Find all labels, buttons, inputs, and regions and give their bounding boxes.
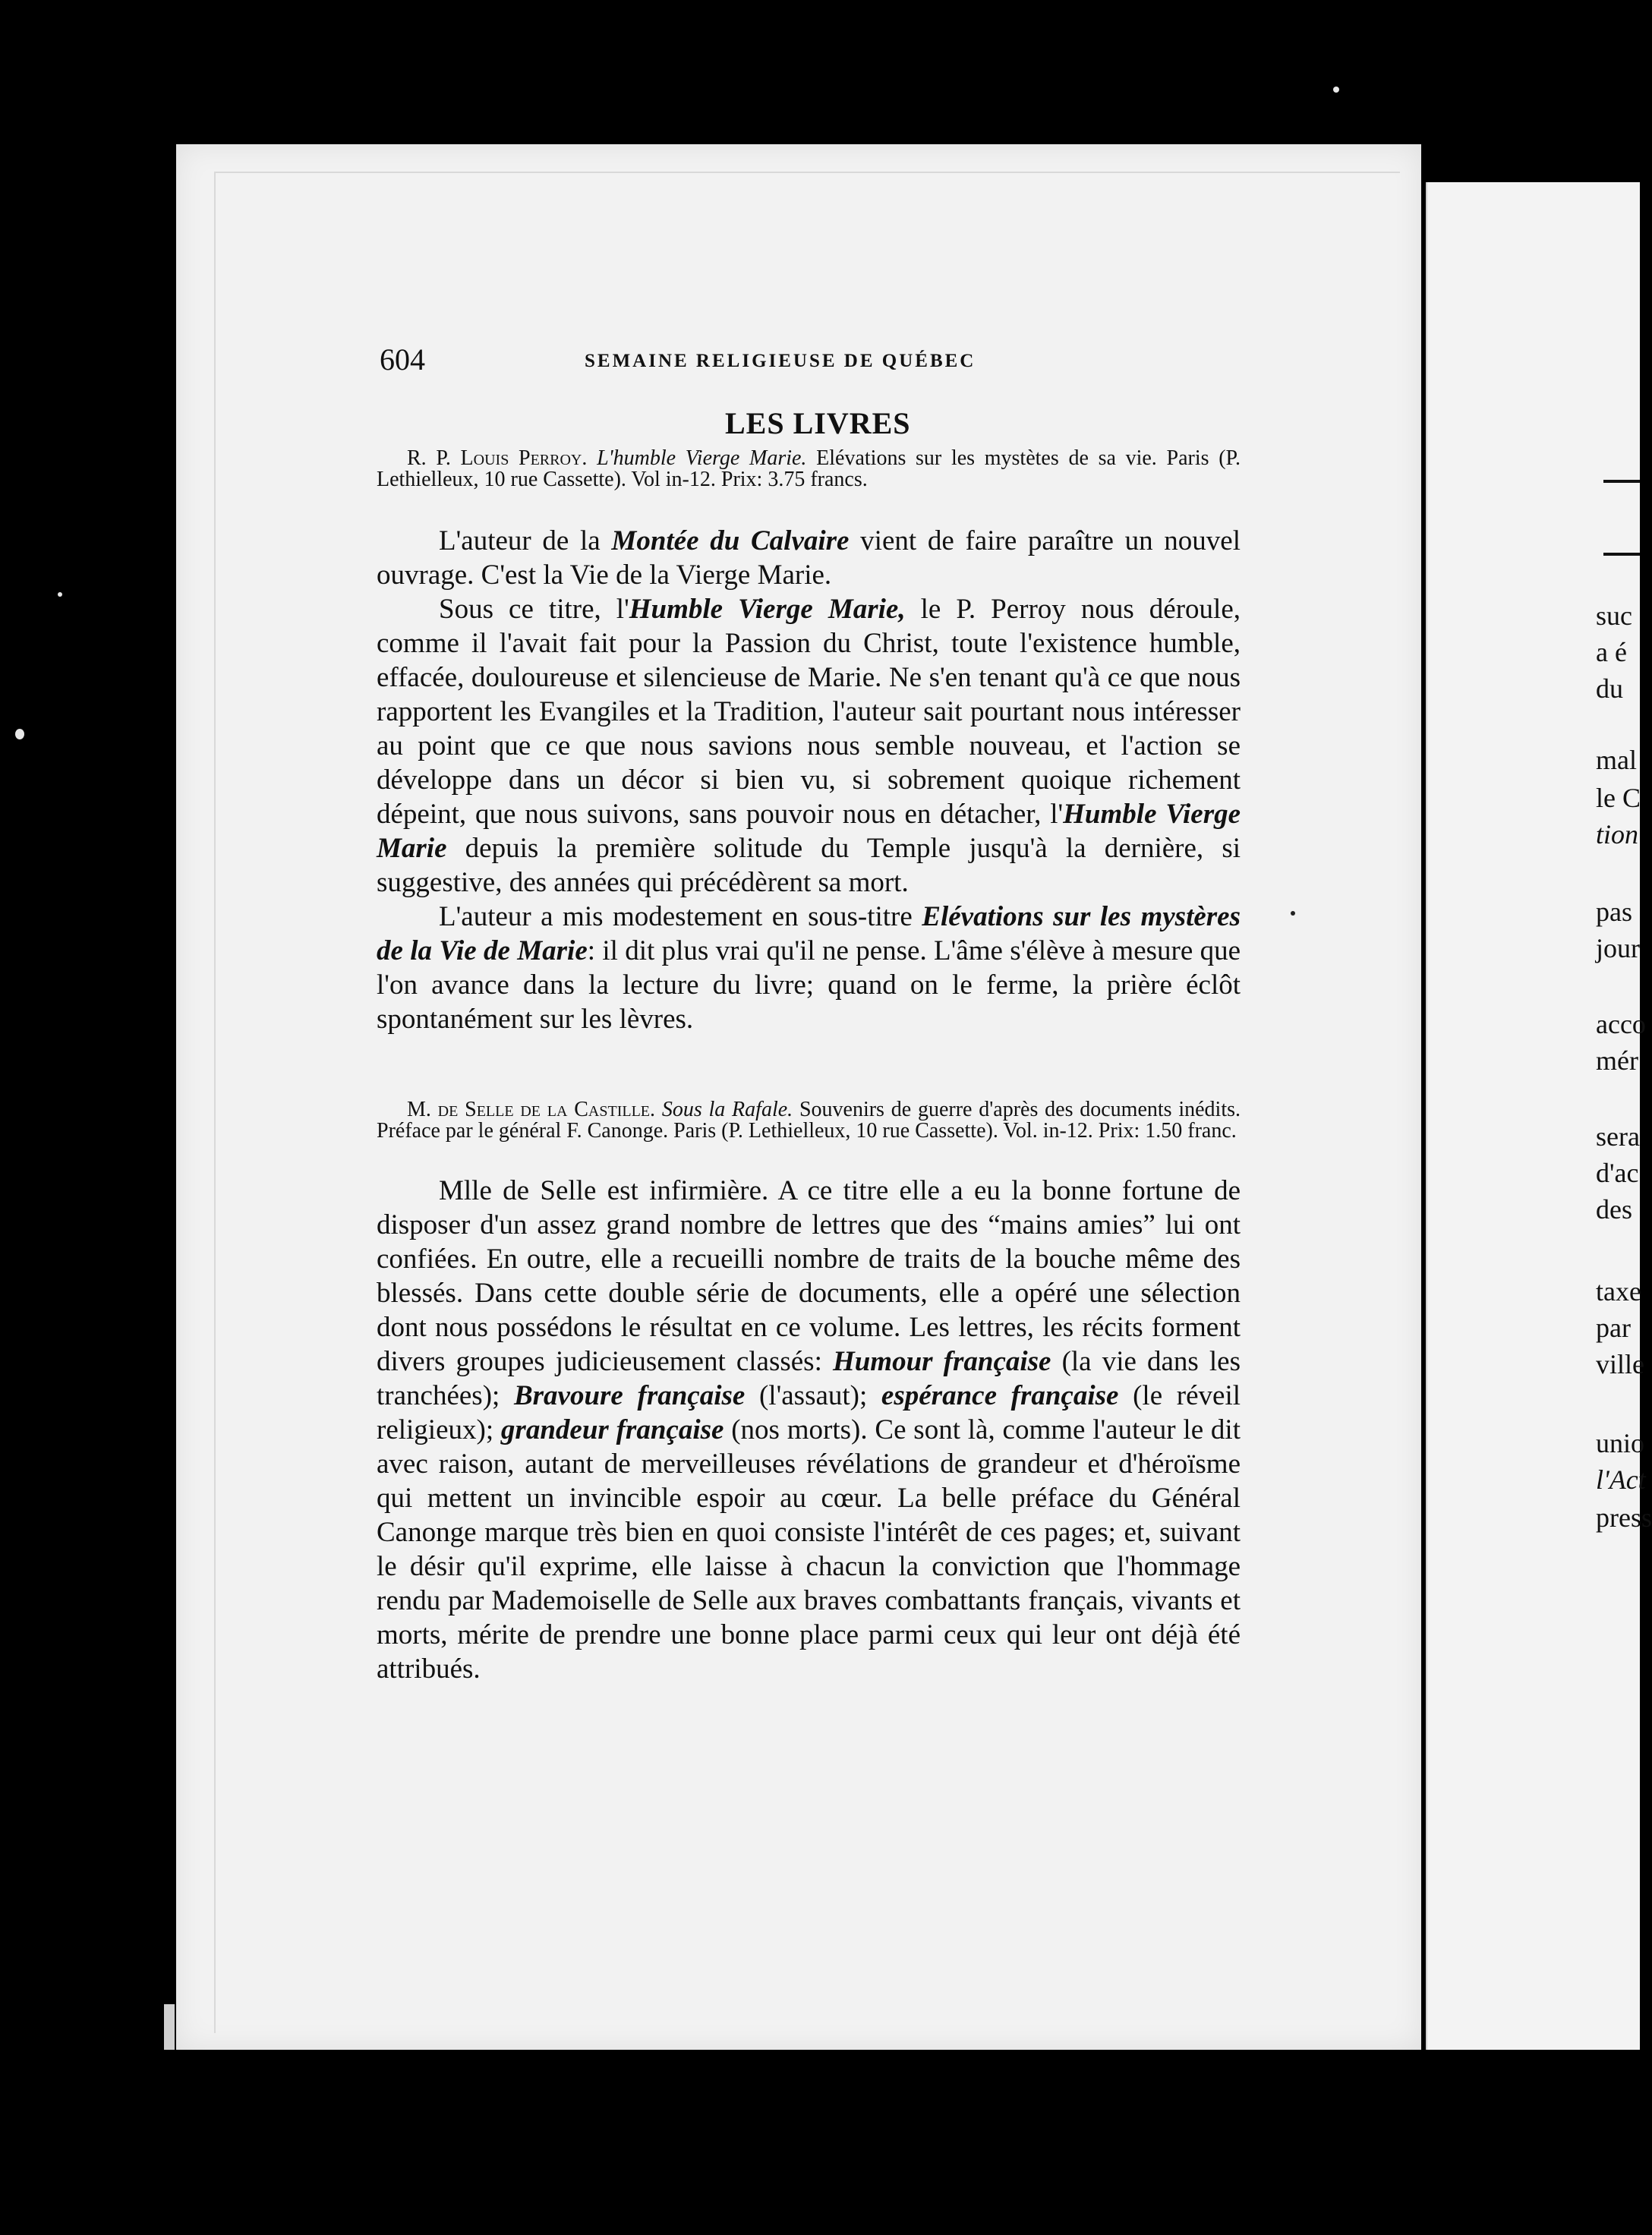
citation-perroy (377, 448, 1241, 490)
adjacent-text-fragment: mér (1596, 1045, 1638, 1076)
adjacent-text-fragment: ville (1596, 1349, 1644, 1379)
citation-title: Sous la Rafale. (661, 1098, 793, 1121)
book-title: Humble Vierge Marie (377, 799, 1241, 864)
citation-title: L'humble Vierge Marie. (597, 446, 807, 470)
page-edge (164, 2004, 175, 2050)
adjacent-text-fragment: sera (1596, 1121, 1640, 1152)
citation-details: Elévations sur les mystètes de sa vie. Paris (P. Lethielleux, 10 rue Cassette). Vol in-12. Prix: 3.75 francs. (377, 446, 1241, 491)
adjacent-text-fragment: du (1596, 673, 1623, 704)
scan-speck (58, 592, 62, 597)
section-title: LES LIVRES (725, 406, 911, 440)
review-selle-body (377, 1174, 1241, 1686)
paragraph: Sous ce titre, l'Humble Vierge Marie, le P. Perroy nous déroule, comme il l'avait fait pour la Passion du Christ, toute l'existence humble, effacée, douloureuse et silencieuse de Marie. Ne s'en tenant qu'à ce que nous rapportent les Evangiles et la Tradition, l'auteur sait pourtant nous intéresser au point que ce que nous savions nous semble nouveau, et l'action se développe dans un décor si bien vu, si sobrement quoique richement dépeint, que nous suivons, sans pouvoir nous en détacher, l'Humble Vierge Marie depuis la première solitude du Temple jusqu'à la dernière, si suggestive, des années qui précédèrent sa mort. (377, 594, 1241, 898)
adjacent-text-fragment: mal (1596, 745, 1637, 775)
adjacent-text-fragment: d'ac (1596, 1158, 1639, 1188)
page-number: 604 (380, 342, 425, 377)
citation-selle (377, 1099, 1241, 1142)
scan-speck (1291, 911, 1295, 916)
adjacent-text-fragment: des (1596, 1194, 1632, 1225)
scan-speck (15, 729, 24, 739)
scan-speck (1333, 87, 1339, 93)
citation-details: Souvenirs de guerre d'après des documents inédits. Préface par le général F. Canonge. Paris (P. Lethielleux, 10 rue Cassette). Vol. in-12. Prix: 1.50 franc. (377, 1098, 1241, 1143)
adjacent-page (1427, 182, 1652, 2050)
book-title: Humble Vierge Marie, (629, 594, 906, 625)
book-subtitle: Elévations sur les mystères de la Vie de Marie (377, 901, 1241, 966)
adjacent-text-fragment: tion (1596, 819, 1639, 850)
adjacent-text-fragment: l'Act (1596, 1464, 1646, 1495)
review-perroy-body (377, 524, 1241, 1036)
paragraph: Mlle de Selle est infirmière. A ce titre elle a eu la bonne fortune de disposer d'un assez grand nombre de lettres que des “mains amies” lui ont confiées. En outre, elle a recueilli nombre de traits de la bouche même des blessés. Dans cette double série de documents, elle a opéré une sélection dont nous possédons le résultat en ce volume. Les lettres, les récits forment divers groupes judicieusement classés: Humour française (la vie dans les tranchées); Bravoure française (l'assaut); espérance française (le réveil religieux); grandeur française (nos morts). Ce sont là, comme l'auteur le dit avec raison, autant de merveilleuses révélations de grandeur et d'héroïsme qui mettent un invincible espoir au cœur. La belle préface du Général Canonge marque très bien en quoi consiste l'intérêt de ces pages; et, suivant le désir qu'il exprime, elle laisse à chacun la conviction que l'hommage rendu par Mademoiselle de Selle aux braves combattants français, vivants et morts, mérite de prendre une bonne place parmi ceux qui leur ont déjà été attribués. (377, 1175, 1241, 1685)
page-header (380, 342, 1245, 387)
section-name: grandeur française (500, 1414, 724, 1445)
adjacent-text-fragment: le C (1596, 783, 1641, 813)
section-name: espérance française (881, 1380, 1119, 1411)
adjacent-text-fragment: suc (1596, 601, 1632, 631)
book-title: Montée du Calvaire (611, 525, 850, 556)
adjacent-text-fragment: jour (1596, 933, 1640, 963)
adjacent-rule (1603, 553, 1640, 556)
adjacent-text-fragment: acco (1596, 1009, 1646, 1039)
adjacent-text-fragment: pas (1596, 897, 1632, 927)
adjacent-text-fragment: press (1596, 1502, 1652, 1533)
citation-author: M. de Selle de la Castille. (407, 1098, 656, 1121)
adjacent-text-fragment: taxe (1596, 1276, 1641, 1307)
citation-author: R. P. Louis Perroy. (407, 446, 588, 470)
adjacent-text-fragment: par (1596, 1313, 1631, 1343)
section-name: Bravoure française (513, 1380, 746, 1411)
section-name: Humour française (832, 1346, 1051, 1377)
adjacent-text-fragment: a é (1596, 637, 1627, 667)
paragraph: L'auteur a mis modestement en sous-titre Elévations sur les mystères de la Vie de Marie: il dit plus vrai qu'il ne pense. L'âme s'élève à mesure que l'on avance dans la lecture du livre; quand on le ferme, la prière éclôt spontanément sur les lèvres. (377, 901, 1241, 1035)
running-head: SEMAINE RELIGIEUSE DE QUÉBEC (585, 351, 976, 371)
adjacent-text-fragment: unio (1596, 1428, 1645, 1458)
adjacent-rule (1603, 480, 1640, 483)
paragraph: L'auteur de la Montée du Calvaire vient de faire paraître un nouvel ouvrage. C'est la Vie de la Vierge Marie. (377, 525, 1241, 591)
